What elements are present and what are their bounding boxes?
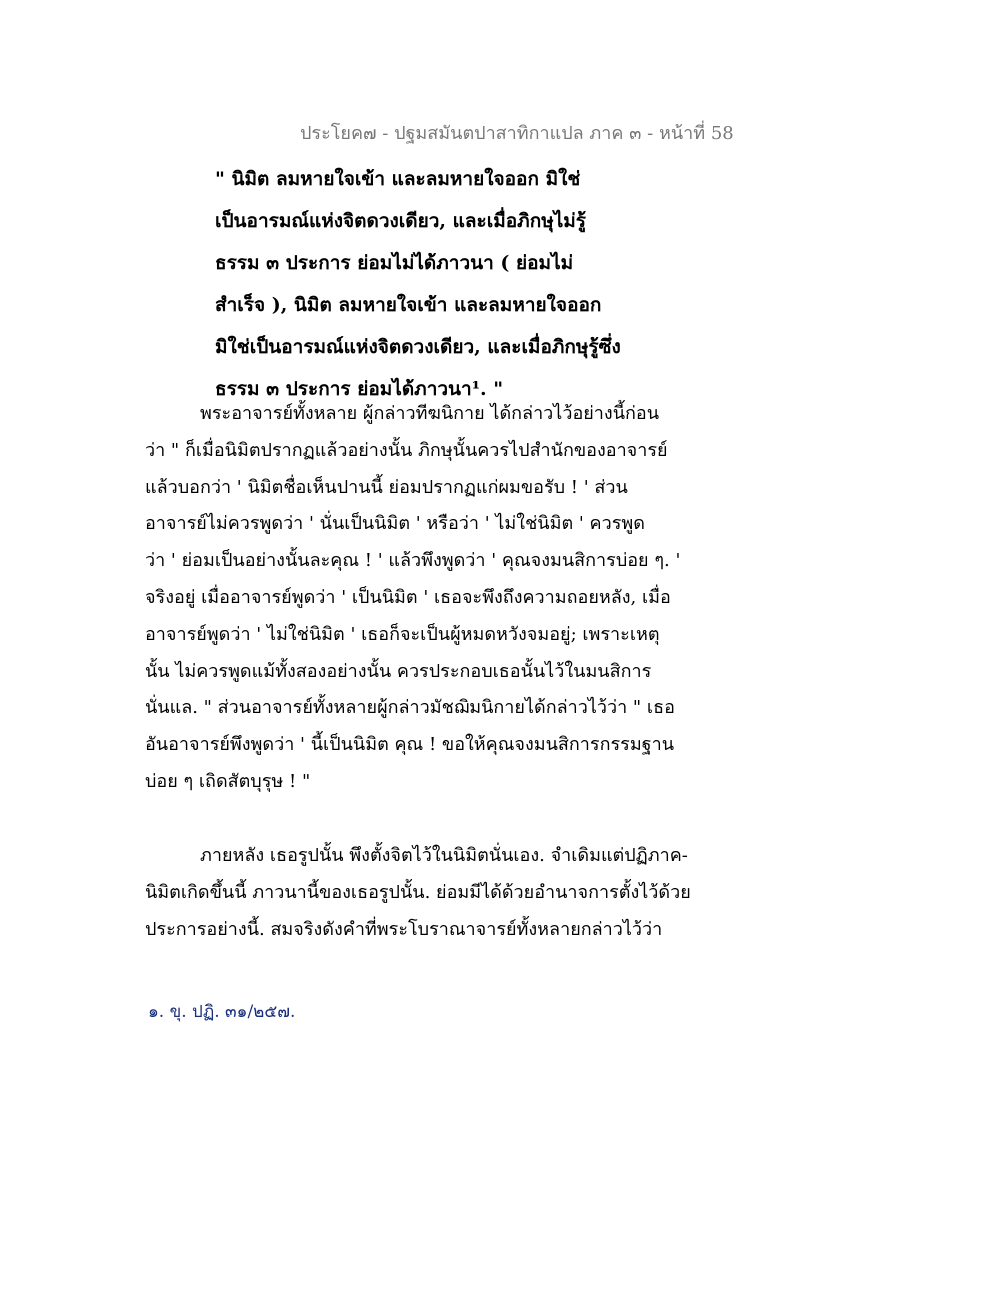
- paragraph-line: ว่า " ก็เมื่อนิมิตปรากฏแล้วอย่างนั้น ภิกษุนั้นควรไปสำนักของอาจารย์: [145, 439, 668, 461]
- footnote: ๑. ขุ. ปฏิ. ๓๑/๒๕๗.: [148, 1002, 296, 1022]
- verse-block: [215, 158, 695, 410]
- paragraph-line: พระอาจารย์ทั้งหลาย ผู้กล่าวทีฆนิกาย ได้กล่าวไว้อย่างนี้ก่อน: [200, 403, 660, 424]
- paragraph-2: [145, 838, 705, 948]
- paragraph-line: ประการอย่างนี้. สมจริงดังคำที่พระโบราณาจารย์ทั้งหลายกล่าวไว้ว่า: [145, 918, 663, 940]
- paragraph-line: อันอาจารย์พึงพูดว่า ' นี้เป็นนิมิต คุณ ! ขอให้คุณจงมนสิการกรรมฐาน: [145, 734, 675, 756]
- verse-line: สำเร็จ ), นิมิต ลมหายใจเข้า และลมหายใจออก: [215, 294, 602, 316]
- paragraph-line: นั่นแล. " ส่วนอาจารย์ทั้งหลายผู้กล่าวมัชฌิมนิกายได้กล่าวไว้ว่า " เธอ: [145, 697, 675, 719]
- paragraph-line: อาจารย์ไม่ควรพูดว่า ' นั่นเป็นนิมิต ' หรือว่า ' ไม่ใช่นิมิต ' ควรพูด: [145, 513, 645, 535]
- verse-line: เป็นอารมณ์แห่งจิตดวงเดียว, และเมื่อภิกษุไม่รู้: [215, 210, 587, 232]
- paragraph-line: นิมิตเกิดขึ้นนี้ ภาวนานี้ของเธอรูปนั้น. ย่อมมีได้ด้วยอำนาจการตั้งไว้ด้วย: [145, 881, 691, 903]
- paragraph-line: แล้วบอกว่า ' นิมิตชื่อเห็นปานนี้ ย่อมปรากฏแก่ผมขอรับ ! ' ส่วน: [145, 476, 628, 498]
- verse-line: ธรรม ๓ ประการ ย่อมไม่ได้ภาวนา ( ย่อมไม่: [215, 252, 574, 274]
- verse-line: ธรรม ๓ ประการ ย่อมได้ภาวนา¹. ": [215, 378, 504, 400]
- paragraph-line: นั้น ไม่ควรพูดแม้ทั้งสองอย่างนั้น ควรประกอบเธอนั้นไว้ในมนสิการ: [145, 660, 652, 682]
- running-header: ประโยค๗ - ปฐมสมันตปาสาทิกาแปล ภาค ๓ - หน้าที่ 58: [300, 123, 734, 144]
- paragraph-line: อาจารย์พูดว่า ' ไม่ใช่นิมิต ' เธอก็จะเป็นผู้หมดหวังจมอยู่; เพราะเหตุ: [145, 623, 660, 645]
- paragraph-line: บ่อย ๆ เถิดสัตบุรุษ ! ": [145, 770, 311, 792]
- paragraph-line: ว่า ' ย่อมเป็นอย่างนั้นละคุณ ! ' แล้วพึงพูดว่า ' คุณจงมนสิการบ่อย ๆ. ': [145, 550, 681, 572]
- verse-line: มิใช่เป็นอารมณ์แห่งจิตดวงเดียว, และเมื่อภิกษุรู้ซึ่ง: [215, 336, 621, 358]
- verse-line: " นิมิต ลมหายใจเข้า และลมหายใจออก มิใช่: [215, 168, 581, 190]
- paragraph-line: ภายหลัง เธอรูปนั้น พึงตั้งจิตไว้ในนิมิตนั่นเอง. จำเดิมแต่ปฏิภาค-: [200, 845, 688, 866]
- paragraph-1: [145, 396, 705, 801]
- paragraph-line: จริงอยู่ เมื่ออาจารย์พูดว่า ' เป็นนิมิต ' เธอจะพึงถึงความถอยหลัง, เมื่อ: [145, 586, 671, 608]
